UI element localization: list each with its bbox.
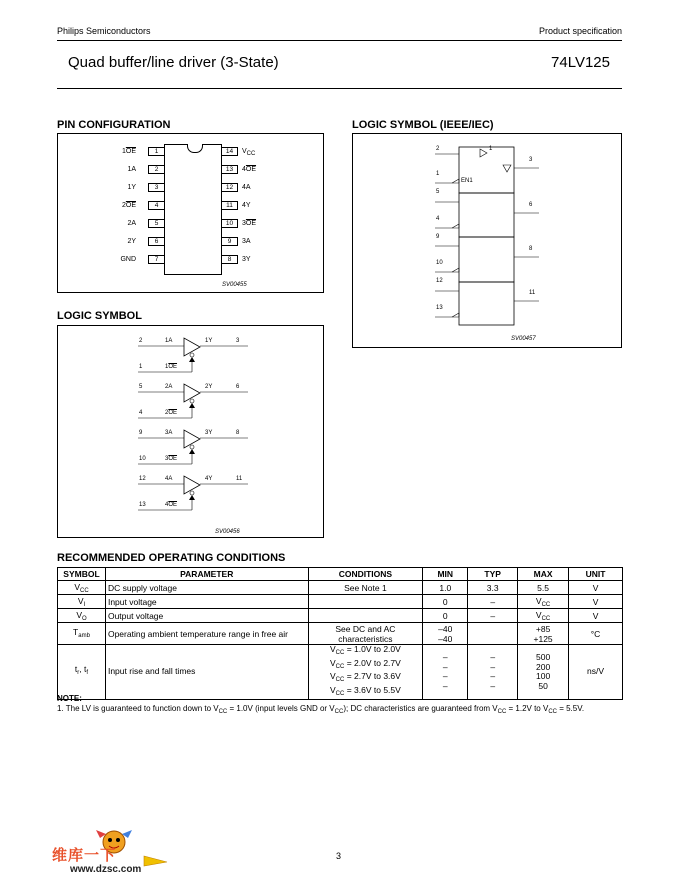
min-cell: 0	[423, 595, 468, 609]
table-row	[58, 609, 623, 623]
watermark-chinese: 维库一下	[52, 847, 117, 864]
table-row	[58, 595, 623, 609]
table-row	[58, 581, 623, 595]
unit-cell: V	[569, 595, 623, 609]
header-typ: TYP	[468, 568, 518, 581]
part-number: 74LV125	[551, 54, 610, 71]
pin-label: $3\overline{OE}$	[242, 220, 257, 227]
pin-number: 12	[221, 183, 238, 192]
header-unit: UNIT	[569, 568, 623, 581]
logic-symbol-code: SV00456	[215, 529, 240, 535]
header-rule	[57, 40, 622, 41]
pin-number: 6	[148, 237, 165, 246]
unit-cell: V	[569, 609, 623, 623]
ieee-input-pin: 10	[436, 260, 443, 266]
buffer-triangle-icon	[58, 336, 323, 380]
title-rule	[57, 88, 622, 89]
buffer-triangle-icon	[58, 382, 323, 426]
ieee-input-pin: 9	[436, 234, 440, 240]
gate-a-pin: 2	[139, 338, 143, 344]
pin-label: $2\overline{OE}$	[121, 202, 136, 209]
gate-oe-label: $3\overline{OE}$	[165, 456, 178, 462]
header-max: MAX	[518, 568, 569, 581]
ieee-input-pin: 12	[436, 278, 443, 284]
pin-label: 3A	[242, 238, 251, 245]
pin-label: 2Y	[127, 238, 136, 245]
pin-label: $4\overline{OE}$	[242, 166, 257, 173]
gate-y-pin: 8	[236, 430, 240, 436]
pin-label: 1A	[127, 166, 136, 173]
symbol-cell: $t_r$, $t_f$	[58, 645, 106, 700]
pin-number: 7	[148, 255, 165, 264]
pin-label: $1\overline{OE}$	[121, 148, 136, 155]
pin-config-figure	[57, 133, 324, 293]
pin-number: 8	[221, 255, 238, 264]
min-cell: 0	[423, 609, 468, 623]
pin-number: 1	[148, 147, 165, 156]
ieee-input-pin: 13	[436, 305, 443, 311]
ieee-symbol-figure	[352, 133, 622, 348]
gate-y-pin: 11	[236, 476, 243, 482]
header-conditions: CONDITIONS	[308, 568, 423, 581]
pin-number: 13	[221, 165, 238, 174]
ieee-symbol-title: LOGIC SYMBOL (IEEE/IEC)	[352, 119, 494, 131]
note-label: NOTE:	[57, 694, 82, 703]
gate-a-pin: 5	[139, 384, 143, 390]
table-row	[58, 645, 623, 700]
gate-a-label: 1A	[165, 338, 173, 344]
ieee-output-pin: 6	[529, 202, 533, 208]
max-cell: 5.5	[518, 581, 569, 595]
conditions-cell	[308, 595, 423, 609]
pin-number: 3	[148, 183, 165, 192]
parameter-cell: Operating ambient temperature range in free air	[105, 623, 308, 645]
ieee-output-pin: 8	[529, 246, 533, 252]
pin-label: 3Y	[242, 256, 251, 263]
conditions-cell: See DC and AC characteristics	[308, 623, 423, 645]
watermark-url: www.dzsc.com	[70, 864, 142, 875]
symbol-cell: $V_{CC}$	[58, 581, 106, 595]
min-cell: 1.0	[423, 581, 468, 595]
roc-title: RECOMMENDED OPERATING CONDITIONS	[57, 552, 286, 564]
typ-cell	[468, 623, 518, 645]
gate-y-pin: 3	[236, 338, 240, 344]
gate-oe-pin: 10	[139, 456, 146, 462]
gate-oe-label: $4\overline{OE}$	[165, 502, 178, 508]
gate-a-pin: 9	[139, 430, 143, 436]
gate-y-pin: 6	[236, 384, 240, 390]
gate-y-label: 2Y	[205, 384, 213, 390]
pin-label: $V_{CC}$	[242, 148, 256, 157]
table-row	[58, 623, 623, 645]
max-cell: +85 +125	[518, 623, 569, 645]
ieee-symbol-drawing	[353, 134, 621, 347]
ieee-input-pin: 2	[436, 146, 440, 152]
unit-cell: V	[569, 581, 623, 595]
pin-label: 4Y	[242, 202, 251, 209]
gate-oe-label: $2\overline{OE}$	[165, 410, 178, 416]
ieee-symbol-code: SV00457	[511, 336, 536, 342]
pin-number: 10	[221, 219, 238, 228]
gate-y-label: 4Y	[205, 476, 213, 482]
unit-cell: ns/V	[569, 645, 623, 700]
ieee-input-pin: 4	[436, 216, 440, 222]
gate-oe-label: $1\overline{OE}$	[165, 364, 178, 370]
pin-number: 4	[148, 201, 165, 210]
typ-cell: – – – –	[468, 645, 518, 700]
page-number: 3	[336, 851, 342, 861]
symbol-cell: $T_{amb}$	[58, 623, 106, 645]
min-cell: – – – –	[423, 645, 468, 700]
buffer-gate	[58, 474, 323, 518]
header-symbol: SYMBOL	[58, 568, 106, 581]
gate-oe-pin: 13	[139, 502, 146, 508]
conditions-cell: $V_{CC} = 1.0V$ to 2.0V $V_{CC} = 2.0V$ to 2.7V $V_{CC} = 2.7V$ to 3.6V $V_{CC} = 3.6V$ to 5.5V	[308, 645, 423, 700]
parameter-cell: Output voltage	[105, 609, 308, 623]
gate-oe-pin: 4	[139, 410, 143, 416]
gate-a-label: 3A	[165, 430, 173, 436]
pin-number: 5	[148, 219, 165, 228]
max-cell: $V_{CC}$	[518, 595, 569, 609]
gate-a-label: 2A	[165, 384, 173, 390]
max-cell: $V_{CC}$	[518, 609, 569, 623]
pin-number: 14	[221, 147, 238, 156]
doc-type: Product specification	[538, 26, 622, 36]
parameter-cell: Input voltage	[105, 595, 308, 609]
table-header-row	[58, 568, 623, 581]
note-text: 1. The LV is guaranteed to function down to $V_{CC} = 1.0V$ (input levels GND or $V_{CC}$); DC characteristics are guaranteed from $V_{CC} = 1.2V$ to $V_{CC} = 5.5V$.	[57, 704, 585, 715]
ieee-one-label: 1	[489, 146, 493, 152]
page-title: Quad buffer/line driver (3-State)	[68, 54, 279, 71]
symbol-cell: $V_I$	[58, 595, 106, 609]
buffer-triangle-icon	[58, 428, 323, 472]
pin-config-title: PIN CONFIGURATION	[57, 119, 171, 131]
gate-y-label: 1Y	[205, 338, 213, 344]
unit-cell: °C	[569, 623, 623, 645]
gate-a-label: 4A	[165, 476, 173, 482]
pin-label: 1Y	[127, 184, 136, 191]
min-cell: –40 –40	[423, 623, 468, 645]
ic-notch	[187, 144, 203, 153]
buffer-gate	[58, 382, 323, 426]
typ-cell: –	[468, 609, 518, 623]
ieee-input-pin: 1	[436, 171, 440, 177]
buffer-gate	[58, 428, 323, 472]
ieee-input-pin: 5	[436, 189, 440, 195]
gate-oe-pin: 1	[139, 364, 143, 370]
gate-a-pin: 12	[139, 476, 146, 482]
pin-label: 2A	[127, 220, 136, 227]
buffer-triangle-icon	[58, 474, 323, 518]
pin-label: GND	[120, 256, 136, 263]
ieee-output-pin: 3	[529, 157, 533, 163]
parameter-cell: Input rise and fall times	[105, 645, 308, 700]
pin-config-code: SV00455	[222, 282, 247, 288]
pin-label: 4A	[242, 184, 251, 191]
buffer-gate	[58, 336, 323, 380]
gate-y-label: 3Y	[205, 430, 213, 436]
logic-symbol-title: LOGIC SYMBOL	[57, 310, 142, 322]
company-name: Philips Semiconductors	[57, 26, 151, 36]
roc-table	[57, 567, 623, 700]
ieee-en-label: EN1	[461, 178, 473, 184]
header-min: MIN	[423, 568, 468, 581]
typ-cell: 3.3	[468, 581, 518, 595]
ic-body	[164, 144, 222, 275]
pin-number: 2	[148, 165, 165, 174]
conditions-cell: See Note 1	[308, 581, 423, 595]
header-parameter: PARAMETER	[105, 568, 308, 581]
conditions-cell	[308, 609, 423, 623]
parameter-cell: DC supply voltage	[105, 581, 308, 595]
symbol-cell: $V_O$	[58, 609, 106, 623]
watermark-logo	[52, 826, 182, 876]
logic-symbol-figure	[57, 325, 324, 538]
ieee-output-pin: 11	[529, 290, 536, 296]
typ-cell: –	[468, 595, 518, 609]
pin-number: 11	[221, 201, 238, 210]
max-cell: 500 200 100 50	[518, 645, 569, 700]
pin-number: 9	[221, 237, 238, 246]
